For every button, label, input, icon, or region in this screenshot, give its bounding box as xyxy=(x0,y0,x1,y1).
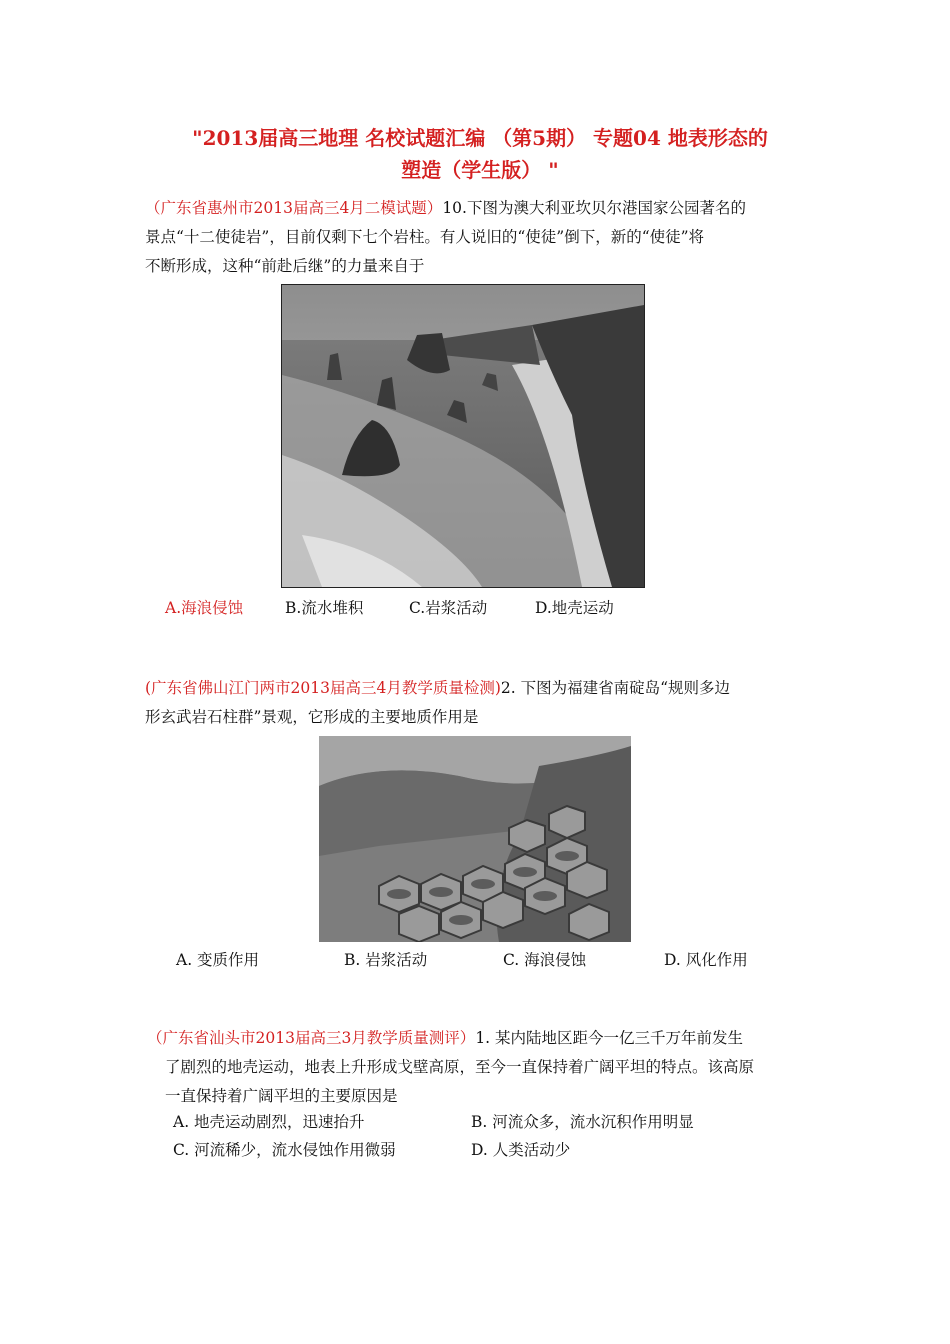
q1-option-b: B.流水堆积 xyxy=(285,599,364,617)
q3-text-1: 1. 某内陆地区距今一亿三千万年前发生 xyxy=(475,1029,744,1047)
q3-option-c: C. 河流稀少，流水侵蚀作用微弱 xyxy=(173,1141,396,1159)
q2-text-2: 形玄武岩石柱群”景观，它形成的主要地质作用是 xyxy=(145,708,479,726)
q1-text-1: 10.下图为澳大利亚坎贝尔港国家公园著名的 xyxy=(442,199,746,217)
q1-option-d: D.地壳运动 xyxy=(535,599,614,617)
q2-option-b: B. 岩浆活动 xyxy=(344,951,428,969)
q1-stem xyxy=(145,194,810,281)
document-title xyxy=(140,122,820,186)
q3-text-2: 了剧烈的地壳运动，地表上升形成戈壁高原，至今一直保持着广阔平坦的特点。该高原 xyxy=(165,1058,755,1076)
q1-source: （广东省惠州市2013届高三4月二模试题） xyxy=(145,199,443,217)
q2-text-1: 2. 下图为福建省南碇岛“规则多边 xyxy=(500,679,731,697)
q2-option-a: A. 变质作用 xyxy=(176,951,260,969)
q3-stem xyxy=(147,1024,810,1111)
title-line-1: "2013届高三地理 名校试题汇编 （第5期） 专题04 地表形态的 xyxy=(192,126,768,150)
q1-text-3: 不断形成，这种“前赴后继”的力量来自于 xyxy=(145,257,425,275)
q3-source: （广东省汕头市2013届高三3月教学质量测评） xyxy=(147,1029,476,1047)
title-line-2: 塑造（学生版） " xyxy=(401,158,559,182)
q2-option-d: D. 风化作用 xyxy=(664,951,748,969)
q3-options-row-2 xyxy=(173,1138,773,1162)
q2-stem xyxy=(145,674,810,732)
q1-option-a: A.海浪侵蚀 xyxy=(165,599,244,617)
q3-options-row-1 xyxy=(173,1110,773,1134)
q1-option-c: C.岩浆活动 xyxy=(409,599,488,617)
q3-option-b: B. 河流众多，流水沉积作用明显 xyxy=(471,1113,694,1131)
q2-option-c: C. 海浪侵蚀 xyxy=(503,951,587,969)
q2-source: (广东省佛山江门两市2013届高三4月教学质量检测) xyxy=(145,679,501,697)
q3-option-d: D. 人类活动少 xyxy=(471,1141,571,1159)
basalt-columns-photo xyxy=(319,736,631,942)
q3-text-3: 一直保持着广阔平坦的主要原因是 xyxy=(165,1087,398,1105)
q1-options xyxy=(165,596,665,620)
twelve-apostles-photo xyxy=(281,284,645,588)
q1-text-2: 景点“十二使徒岩”，目前仅剩下七个岩柱。有人说旧的“使徒”倒下，新的“使徒”将 xyxy=(145,228,705,246)
q3-option-a: A. 地壳运动剧烈，迅速抬升 xyxy=(173,1113,365,1131)
q2-options xyxy=(176,948,796,972)
